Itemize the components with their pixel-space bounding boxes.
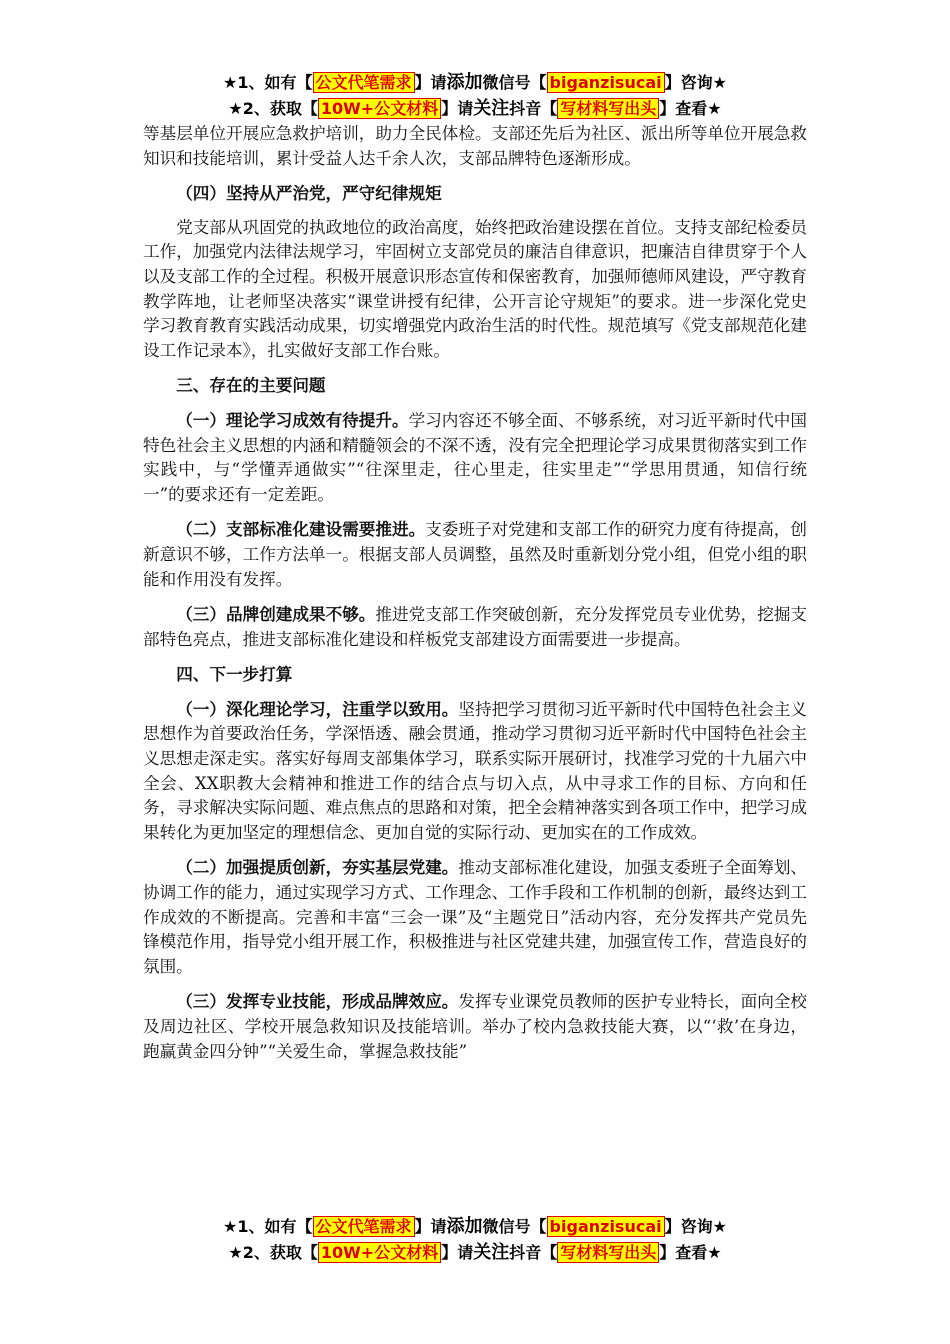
paragraph-text: 发挥专业课党员教师的医护专业特长，面向全校及周边社区、学校开展急救知识及技能培训。举办了校内急救技能大赛，以“‘救’在身边，跑赢黄金四分钟”“关爱生命，掌握急救技能” <box>143 992 808 1061</box>
header-banner <box>0 70 950 122</box>
section-heading: 三、存在的主要问题 <box>176 375 326 396</box>
paragraph-lead: （二）支部标准化建设需要推进。 <box>176 519 426 540</box>
paragraph <box>143 989 807 1064</box>
banner-highlight: 公文代笔需求 <box>313 72 415 93</box>
banner-line-1: ★1、如有【 公文代笔需求 】请添加微信号【 biganzisucai 】咨询★ <box>223 72 727 93</box>
paragraph-lead: （二）加强提质创新，夯实基层党建。 <box>176 857 459 878</box>
banner-highlight: 写材料写出头 <box>557 98 659 119</box>
section-heading: 四、下一步打算 <box>176 664 293 685</box>
paragraph <box>143 602 807 652</box>
paragraph: 等基层单位开展应急救护培训，助力全民体检。支部还先后为社区、派出所等单位开展急救知识和技能培训，累计受益人达千余人次，支部品牌特色逐渐形成。 <box>143 124 807 168</box>
paragraph-lead: （三）品牌创建成果不够。 <box>176 604 376 625</box>
paragraph-lead: （三）发挥专业技能，形成品牌效应。 <box>176 991 459 1012</box>
paragraph <box>143 855 807 979</box>
banner-highlight: biganzisucai <box>547 1216 665 1237</box>
paragraph-text: 坚持把学习贯彻习近平新时代中国特色社会主义思想作为首要政治任务，学深悟透、融会贯通，推动学习贯彻习近平新时代中国特色社会主义思想走深走实。落实好每周支部集体学习，联系实际开展研讨，找准学习党的十九届六中全会、XX职教大会精神和推进工作的结合点与切入点，从中寻求工作的目标、方向和任务，寻求解决实际问题、难点焦点的思路和对策，把全会精神落实到各项工作中，把学习成果转化为更加坚定的理想信念、更加自觉的实际行动、更加实在的工作成效。 <box>143 699 808 842</box>
paragraph-text: 支委班子对党建和支部工作的研究力度有待提高，创新意识不够，工作方法单一。根据支部人员调整，虽然及时重新划分党小组，但党小组的职能和作用没有发挥。 <box>143 520 808 589</box>
banner-highlight: biganzisucai <box>547 72 665 93</box>
paragraph-text: 推进党支部工作突破创新，充分发挥党员专业优势，挖掘支部特色亮点，推进支部标准化建设和样板党支部建设方面需要进一步提高。 <box>143 605 808 649</box>
paragraph-lead: （一）深化理论学习，注重学以致用。 <box>176 698 459 719</box>
paragraph <box>143 408 807 507</box>
document-body <box>143 122 807 1074</box>
banner-highlight: 写材料写出头 <box>557 1242 659 1263</box>
paragraph: 党支部从巩固党的执政地位的政治高度，始终把政治建设摆在首位。支持支部纪检委员工作，加强党内法律法规学习，牢固树立支部党员的廉洁自律意识，把廉洁自律贯穿于个人以及支部工作的全过程。积极开展意识形态宣传和保密教育，加强师德师风建设，严守教育教学阵地，让老师坚决落实“课堂讲授有纪律，公开言论守规矩”的要求。进一步深化党史学习教育教育实践活动成果，切实增强党内政治生活的时代性。规范填写《党支部规范化建设工作记录本》，扎实做好支部工作台账。 <box>143 217 807 360</box>
banner-line-1: ★1、如有【 公文代笔需求 】请添加微信号【 biganzisucai 】咨询★ <box>223 1216 727 1237</box>
footer-banner <box>0 1214 950 1266</box>
paragraph <box>143 697 807 846</box>
banner-line-2: ★2、获取【 10W+公文材料 】请关注抖音【 写材料写出头 】查看★ <box>228 98 722 119</box>
paragraph-text: 学习内容还不够全面、不够系统，对习近平新时代中国特色社会主义思想的内涵和精髓领会的不深不透，没有完全把理论学习成果贯彻落实到工作实践中，与“学懂弄通做实”“往深里走，往心里走，往实里走”“学思用贯通，知信行统一”的要求还有一定差距。 <box>143 410 807 504</box>
banner-line-2: ★2、获取【 10W+公文材料 】请关注抖音【 写材料写出头 】查看★ <box>228 1242 722 1263</box>
banner-highlight: 10W+公文材料 <box>318 98 441 119</box>
banner-highlight: 10W+公文材料 <box>318 1242 441 1263</box>
banner-highlight: 公文代笔需求 <box>313 1216 415 1237</box>
section-heading: （四）坚持从严治党，严守纪律规矩 <box>176 183 442 204</box>
paragraph <box>143 517 807 592</box>
paragraph-lead: （一）理论学习成效有待提升。 <box>176 409 409 430</box>
paragraph-text: 推动支部标准化建设，加强支委班子全面筹划、协调工作的能力，通过实现学习方式、工作理念、工作手段和工作机制的创新，最终达到工作成效的不断提高。完善和丰富“三会一课”及“主题党日”活动内容，充分发挥共产党员先锋模范作用，指导党小组开展工作，积极推进与社区党建共建，加强宣传工作，营造良好的氛围。 <box>143 858 808 976</box>
